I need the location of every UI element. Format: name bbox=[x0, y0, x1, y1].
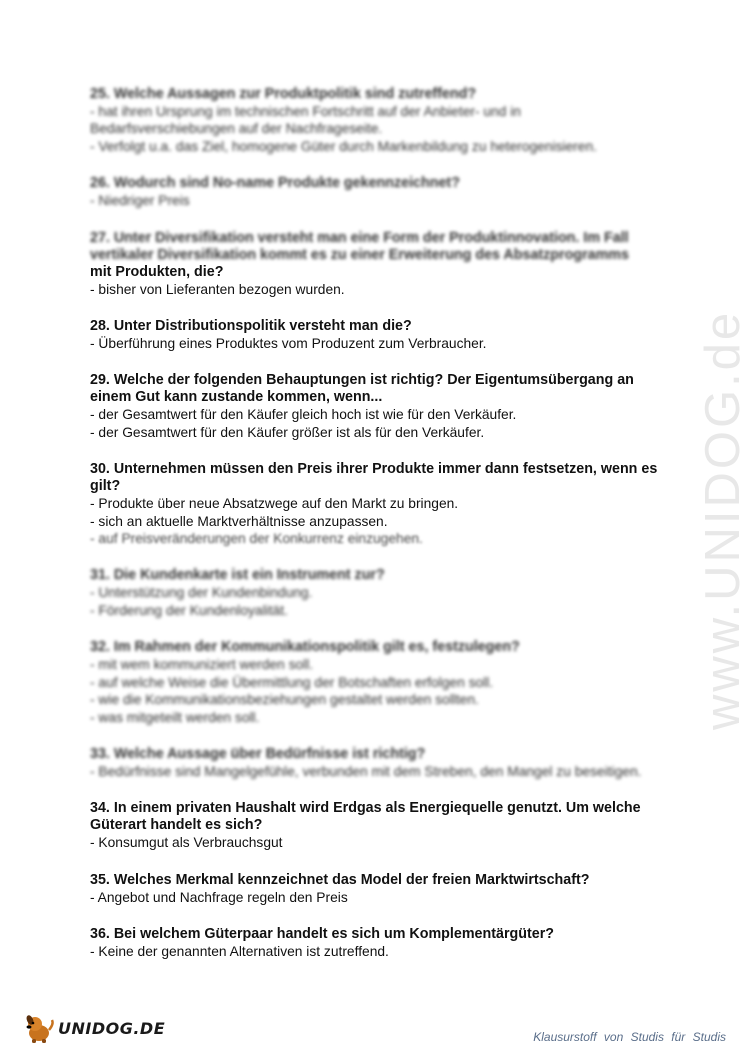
question-27 bbox=[90, 230, 660, 298]
question-title: 36. Bei welchem Güterpaar handelt es sich um Komplementärgüter? bbox=[90, 926, 554, 943]
answer-line: - Förderung der Kundenloyalität. bbox=[90, 602, 288, 618]
logo-text: UNIDOG.DE bbox=[58, 1018, 166, 1038]
answer-line: - sich an aktuelle Marktverhältnisse anzupassen. bbox=[90, 513, 388, 529]
answer-line: - Verfolgt u.a. das Ziel, homogene Güter durch Markenbildung zu heterogenisieren. bbox=[90, 138, 597, 154]
dog-mascot-icon bbox=[22, 1012, 56, 1044]
answer-line: - Keine der genannten Alternativen ist zutreffend. bbox=[90, 944, 389, 960]
answer-line: - Bedürfnisse sind Mangelgefühle, verbunden mit dem Streben, den Mangel zu beseitigen. bbox=[90, 763, 642, 779]
answer-line: - Unterstützung der Kundenbindung. bbox=[90, 585, 313, 601]
watermark: www.UNIDOG.de bbox=[696, 309, 750, 730]
answer-line: - mit wem kommuniziert werden soll. bbox=[90, 657, 314, 673]
question-35 bbox=[90, 872, 660, 906]
answer-line: - Konsumgut als Verbrauchsgut bbox=[90, 835, 283, 851]
question-title: 32. Im Rahmen der Kommunikationspolitik gilt es, festzulegen? bbox=[90, 639, 520, 656]
question-28 bbox=[90, 318, 660, 352]
question-31 bbox=[90, 567, 660, 619]
question-title: 34. In einem privaten Haushalt wird Erdgas als Energiequelle genutzt. Um welche Güterart handelt es sich? bbox=[90, 800, 641, 834]
question-30 bbox=[90, 461, 660, 547]
question-title: 28. Unter Distributionspolitik versteht man die? bbox=[90, 318, 412, 335]
document-body bbox=[90, 86, 660, 981]
answer-line: - was mitgeteilt werden soll. bbox=[90, 709, 260, 725]
question-36 bbox=[90, 926, 660, 960]
answer-line: - der Gesamtwert für den Käufer gleich hoch ist wie für den Verkäufer. bbox=[90, 407, 517, 423]
question-title: 25. Welche Aussagen zur Produktpolitik sind zutreffend? bbox=[90, 86, 477, 102]
question-title: 31. Die Kundenkarte ist ein Instrument zur? bbox=[90, 567, 385, 584]
answer-line: - bisher von Lieferanten bezogen wurden. bbox=[90, 281, 345, 297]
answer-line: - Angebot und Nachfrage regeln den Preis bbox=[90, 889, 348, 905]
footer-logo bbox=[22, 1012, 165, 1044]
question-title-blurred: 27. Unter Diversifikation versteht man eine Form der Produktinnovation. Im Fall vertikaler Diversifikation kommt es zu einer Erweiterung des Absatzprogramms bbox=[90, 229, 629, 263]
footer-tagline: Klausurstoff von Studis für Studis bbox=[533, 1030, 726, 1044]
question-29 bbox=[90, 372, 660, 441]
question-33 bbox=[90, 746, 660, 780]
question-25 bbox=[90, 86, 660, 155]
question-title: 29. Welche der folgenden Behauptungen ist richtig? Der Eigentumsübergang an einem Gut kann zustande kommen, wenn... bbox=[90, 372, 634, 406]
answer-line: - hat ihren Ursprung im technischen Fortschritt auf der Anbieter- und in Bedarfsverschiebungen auf der Nachfrageseite. bbox=[90, 104, 521, 137]
answer-line: - Niedriger Preis bbox=[90, 193, 190, 209]
answer-line: - auf welche Weise die Übermittlung der Botschaften erfolgen soll. bbox=[90, 674, 494, 690]
question-34 bbox=[90, 800, 660, 851]
question-title: 35. Welches Merkmal kennzeichnet das Model der freien Marktwirtschaft? bbox=[90, 871, 590, 888]
question-title: mit Produkten, die? bbox=[90, 263, 224, 280]
question-title: 30. Unternehmen müssen den Preis ihrer Produkte immer dann festsetzen, wenn es gilt? bbox=[90, 461, 658, 495]
answer-line: - wie die Kommunikationsbeziehungen gestaltet werden sollten. bbox=[90, 692, 479, 708]
question-title: 33. Welche Aussage über Bedürfnisse ist richtig? bbox=[90, 745, 426, 762]
answer-line: - Überführung eines Produktes vom Produzent zum Verbraucher. bbox=[90, 336, 487, 352]
answer-line: - Produkte über neue Absatzwege auf den Markt zu bringen. bbox=[90, 496, 459, 512]
question-32 bbox=[90, 639, 660, 726]
question-26 bbox=[90, 175, 660, 209]
question-title: 26. Wodurch sind No-name Produkte gekennzeichnet? bbox=[90, 175, 460, 192]
answer-line: - der Gesamtwert für den Käufer größer ist als für den Verkäufer. bbox=[90, 424, 485, 440]
answer-line-blurred: - auf Preisveränderungen der Konkurrenz einzugehen. bbox=[90, 531, 423, 547]
